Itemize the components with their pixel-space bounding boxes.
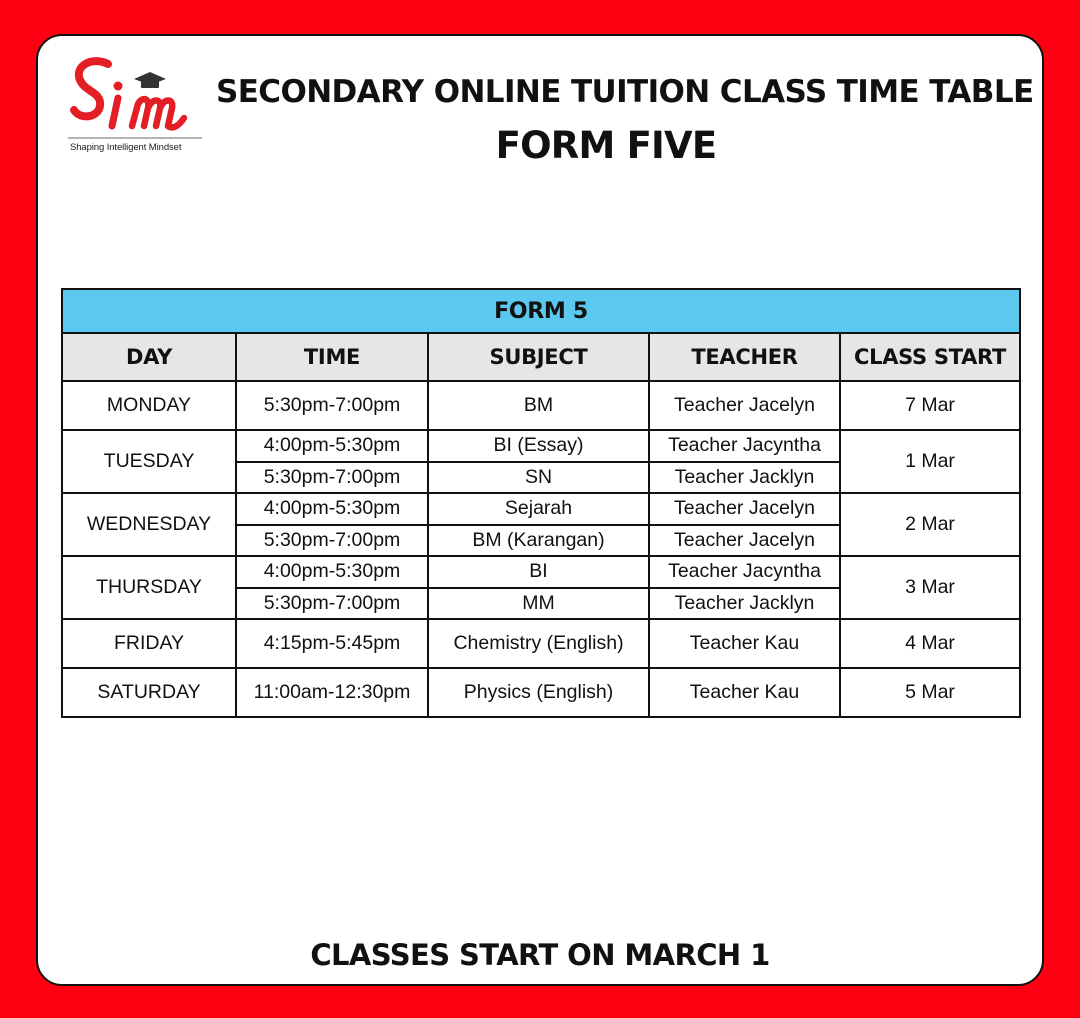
teacher-cell: Teacher Jacyntha [649, 556, 840, 588]
subject-cell: BM [428, 381, 649, 430]
table-row [62, 668, 1020, 717]
day-cell: FRIDAY [62, 619, 236, 668]
class-start-cell: 4 Mar [840, 619, 1020, 668]
class-start-cell: 7 Mar [840, 381, 1020, 430]
class-start-cell: 1 Mar [840, 430, 1020, 493]
page-title: SECONDARY ONLINE TUITION CLASS TIME TABLE [216, 74, 1034, 110]
table-row [62, 619, 1020, 668]
time-cell: 5:30pm-7:00pm [236, 588, 428, 620]
time-cell: 4:00pm-5:30pm [236, 493, 428, 525]
subject-cell: BI (Essay) [428, 430, 649, 462]
time-cell: 11:00am-12:30pm [236, 668, 428, 717]
teacher-cell: Teacher Jacklyn [649, 462, 840, 494]
teacher-cell: Teacher Jacyntha [649, 430, 840, 462]
teacher-cell: Teacher Jacklyn [649, 588, 840, 620]
class-start-cell: 3 Mar [840, 556, 1020, 619]
teacher-cell: Teacher Jacelyn [649, 525, 840, 557]
day-cell: WEDNESDAY [62, 493, 236, 556]
table-row [62, 430, 1020, 462]
column-header-time: TIME [236, 333, 428, 381]
class-start-cell: 5 Mar [840, 668, 1020, 717]
day-cell: MONDAY [62, 381, 236, 430]
time-cell: 5:30pm-7:00pm [236, 462, 428, 494]
column-header-day: DAY [62, 333, 236, 381]
time-cell: 5:30pm-7:00pm [236, 381, 428, 430]
column-header-subject: SUBJECT [428, 333, 649, 381]
subject-cell: Physics (English) [428, 668, 649, 717]
time-cell: 5:30pm-7:00pm [236, 525, 428, 557]
day-cell: SATURDAY [62, 668, 236, 717]
logo-tagline: Shaping Intelligent Mindset [70, 142, 182, 153]
table-row [62, 381, 1020, 430]
table-row [62, 493, 1020, 525]
footer-note: CLASSES START ON MARCH 1 [310, 938, 770, 972]
day-cell: TUESDAY [62, 430, 236, 493]
subject-cell: BI [428, 556, 649, 588]
subject-cell: Chemistry (English) [428, 619, 649, 668]
subject-cell: Sejarah [428, 493, 649, 525]
column-header-class-start: CLASS START [840, 333, 1020, 381]
subject-cell: MM [428, 588, 649, 620]
subject-cell: BM (Karangan) [428, 525, 649, 557]
page-subtitle: FORM FIVE [495, 124, 717, 167]
subject-cell: SN [428, 462, 649, 494]
time-cell: 4:15pm-5:45pm [236, 619, 428, 668]
teacher-cell: Teacher Kau [649, 619, 840, 668]
time-cell: 4:00pm-5:30pm [236, 430, 428, 462]
table-caption: FORM 5 [62, 289, 1020, 333]
teacher-cell: Teacher Jacelyn [649, 381, 840, 430]
teacher-cell: Teacher Jacelyn [649, 493, 840, 525]
column-header-teacher: TEACHER [649, 333, 840, 381]
teacher-cell: Teacher Kau [649, 668, 840, 717]
day-cell: THURSDAY [62, 556, 236, 619]
class-start-cell: 2 Mar [840, 493, 1020, 556]
time-cell: 4:00pm-5:30pm [236, 556, 428, 588]
timetable [61, 288, 1021, 718]
table-row [62, 556, 1020, 588]
